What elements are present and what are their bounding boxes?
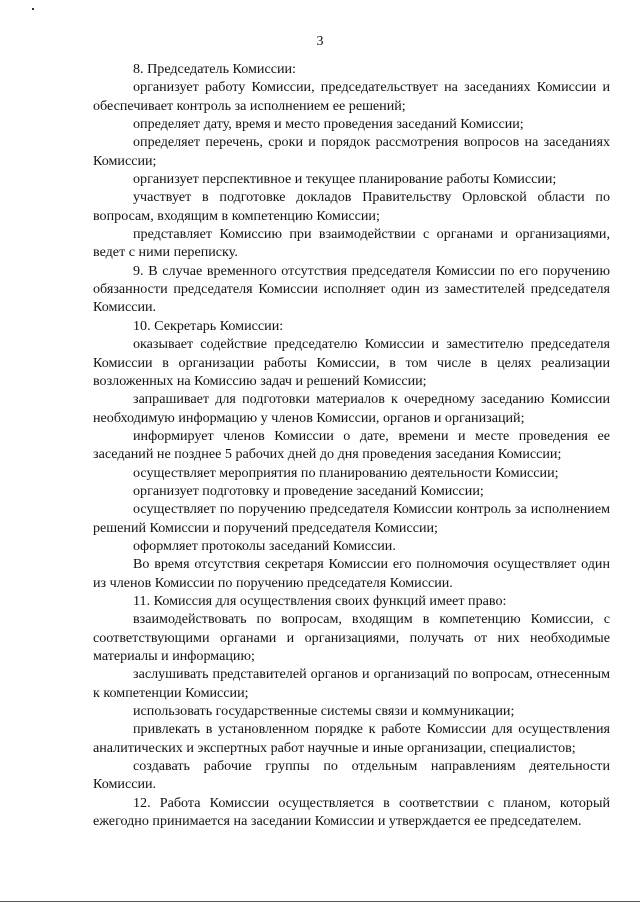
paragraph: организует перспективное и текущее планирование работы Комиссии; bbox=[133, 171, 557, 188]
paragraph: организует подготовку и проведение заседаний Комиссии; bbox=[133, 482, 484, 499]
paragraph: 8. Председатель Комиссии: bbox=[133, 61, 296, 77]
paragraph: осуществляет по поручению председателя Комиссии контроль за исполнением решений Комиссии и поручений председателя Комиссии; bbox=[93, 501, 610, 536]
paragraph: 12. Работа Комиссии осуществляется в соответствии с планом, который ежегодно принимается на заседании Комиссии и утверждается ее председателем. bbox=[93, 794, 610, 830]
paragraph: осуществляет мероприятия по планированию деятельности Комиссии; bbox=[133, 464, 559, 481]
paragraph: 9. В случае временного отсутствия председателя Комиссии по его поручению обязанности председателя Комиссии исполняет один из заместителей председателя Комиссии. bbox=[93, 262, 610, 316]
paragraph: оказывает содействие председателю Комиссии и заместителю председателя Комиссии в организации работы Комиссии, в том числе в целях реализации возложенных на Комиссию задач и решений Комиссии; bbox=[93, 336, 610, 389]
paragraph: представляет Комиссию при взаимодействии с органами и организациями, ведет с ними переписку. bbox=[93, 226, 610, 261]
paragraph: Во время отсутствия секретаря Комиссии его полномочия осуществляет один из членов Комиссии по поручению председателя Комиссии. bbox=[93, 556, 610, 591]
paragraph: оформляет протоколы заседаний Комиссии. bbox=[133, 537, 396, 554]
paragraph: запрашивает для подготовки материалов к очередному заседанию Комиссии необходимую информацию у членов Комиссии, органов и организаций; bbox=[93, 391, 610, 426]
paragraph: определяет дату, время и место проведения заседаний Комиссии; bbox=[133, 116, 524, 133]
paragraph: участвует в подготовке докладов Правительству Орловской области по вопросам, входящим в компетенцию Комиссии; bbox=[93, 189, 610, 224]
paragraph: 10. Секретарь Комиссии: bbox=[133, 317, 284, 334]
paragraph: определяет перечень, сроки и порядок рассмотрения вопросов на заседаниях Комиссии; bbox=[93, 134, 610, 169]
paragraph: организует работу Комиссии, председательствует на заседаниях Комиссии и обеспечивает контроль за исполнением ее решений; bbox=[93, 79, 610, 114]
document-body bbox=[93, 60, 610, 830]
paragraph: взаимодействовать по вопросам, входящим в компетенцию Комиссии, с соответствующими органами и организациями, получать от них необходимые материалы и информацию; bbox=[93, 611, 610, 664]
paragraph: использовать государственные системы связи и коммуникации; bbox=[133, 703, 515, 720]
paragraph: привлекать в установленном порядке к работе Комиссии для осуществления аналитических и экспертных работ научные и иные организации, специалистов; bbox=[93, 721, 610, 756]
paragraph: создавать рабочие группы по отдельным направлениям деятельности Комиссии. bbox=[93, 758, 610, 793]
page-bottom-edge bbox=[0, 901, 640, 902]
paragraph: информирует членов Комиссии о дате, времени и месте проведения ее заседаний не позднее 5 рабочих дней до дня проведения заседания Комиссии; bbox=[93, 427, 610, 463]
paragraph: заслушивать представителей органов и организаций по вопросам, отнесенным к компетенции Комиссии; bbox=[93, 666, 610, 701]
page-number: 3 bbox=[316, 34, 324, 49]
scan-artifact bbox=[32, 8, 34, 10]
paragraph: 11. Комиссия для осуществления своих функций имеет право: bbox=[133, 592, 507, 609]
